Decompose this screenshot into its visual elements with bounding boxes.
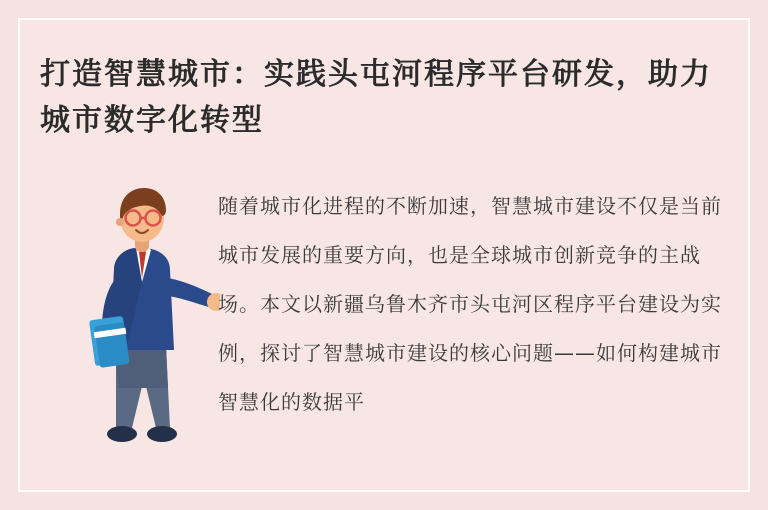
article-body: 随着城市化进程的不断加速，智慧城市建设不仅是当前城市发展的重要方向，也是全球城市创新竞争的主战场。本文以新疆乌鲁木齐市头屯河区程序平台建设为实例，探讨了智慧城市建设的核心问题——如何构建城市智慧化的数据平: [218, 194, 722, 414]
businessman-pointing-illustration: [70, 178, 220, 478]
page-title: 打造智慧城市：实践头屯河程序平台研发，助力城市数字化转型: [40, 57, 712, 138]
